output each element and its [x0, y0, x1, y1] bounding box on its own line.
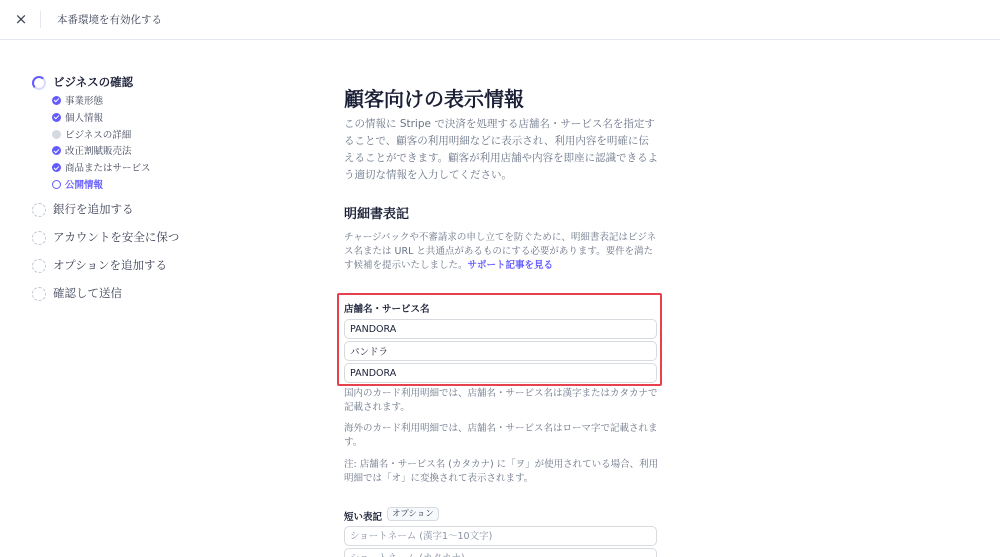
step-label: ビジネスの確認: [53, 75, 134, 89]
progress-ring-icon: [32, 76, 46, 90]
main-content: [344, 86, 659, 273]
step-add-bank[interactable]: [32, 200, 272, 228]
optional-badge: オプション: [387, 507, 439, 521]
current-step-circle-icon: [52, 180, 61, 189]
substep-public-info[interactable]: [32, 177, 272, 194]
note-overseas: 海外のカード利用明細では、店舗名・サービス名はローマ字で記載されます。: [344, 423, 658, 448]
substep-installment-sales-act[interactable]: [32, 143, 272, 160]
step-navigation: [32, 73, 272, 312]
check-circle-icon: [52, 113, 61, 122]
check-circle-icon: [52, 96, 61, 105]
step-secure-account[interactable]: [32, 228, 272, 256]
section-description: [344, 231, 659, 273]
top-bar: [0, 0, 1000, 40]
store-name-kana-input[interactable]: [344, 341, 657, 361]
substep-label: 事業形態: [65, 96, 104, 107]
close-icon[interactable]: ×: [14, 10, 28, 28]
divider: [40, 11, 41, 28]
dashed-circle-icon: [32, 259, 46, 273]
substep-label: 公開情報: [65, 179, 104, 191]
intro-text: この情報に Stripe で決済を処理する店舗名・サービス名を指定することで、顧客の利用明細などに表示され、利用内容を明確に伝えることができます。顧客が利用店舗や内容を即座に認識できるよう適切な情報を入力してください。: [344, 118, 659, 181]
check-circle-icon: [52, 146, 61, 155]
substep-label: 個人情報: [65, 112, 104, 124]
substep-label: ビジネスの詳細: [65, 129, 132, 141]
note-domestic: 国内のカード利用明細では、店舗名・サービス名は漢字またはカタカナで記載されます。: [344, 388, 658, 413]
check-circle-icon: [52, 163, 61, 172]
step-label: 銀行を追加する: [53, 201, 134, 216]
section-title: 明細書表記: [344, 207, 410, 222]
dashed-circle-icon: [32, 203, 46, 217]
support-article-link[interactable]: サポート記事を見る: [467, 260, 554, 271]
store-name-label: 店舗名・サービス名: [344, 304, 430, 315]
step-label: アカウントを安全に保つ: [53, 229, 180, 244]
step-review-submit[interactable]: [32, 284, 272, 312]
description-text: チャージバックや不審請求の申し立てを防ぐために、明細書表記はビジネス名または URL と共通点があるものにする必要があります。要件を満たす候補を提示いたしました。: [344, 232, 657, 271]
substep-label: 改正割賦販売法: [65, 146, 132, 158]
substep-personal-info[interactable]: [32, 110, 272, 127]
step-label: 確認して送信: [53, 285, 122, 300]
note-wo-character: 注: 店舗名・サービス名 (カタカナ) に「ヲ」が使用されている場合、利用明細では「オ」に変換されて表示されます。: [344, 459, 659, 484]
page-header-title: 本番環境を有効化する: [57, 14, 162, 26]
substep-business-details[interactable]: [32, 127, 272, 144]
substep-products-services[interactable]: [32, 160, 272, 177]
step-add-options[interactable]: [32, 256, 272, 284]
short-name-kana-input[interactable]: [344, 548, 657, 557]
dashed-circle-icon: [32, 287, 46, 301]
store-name-kanji-input[interactable]: [344, 319, 657, 339]
short-name-kanji-input[interactable]: [344, 526, 657, 546]
store-name-roman-input[interactable]: [344, 363, 657, 383]
short-statement-label: 短い表記: [344, 512, 383, 523]
substep-label: 商品またはサービス: [65, 163, 151, 175]
step-label: オプションを追加する: [53, 257, 167, 272]
page-title: 顧客向けの表示情報: [344, 87, 524, 111]
pending-dot-icon: [52, 130, 61, 139]
substep-business-type[interactable]: [32, 93, 272, 110]
substep-list: [32, 93, 272, 194]
dashed-circle-icon: [32, 231, 46, 245]
